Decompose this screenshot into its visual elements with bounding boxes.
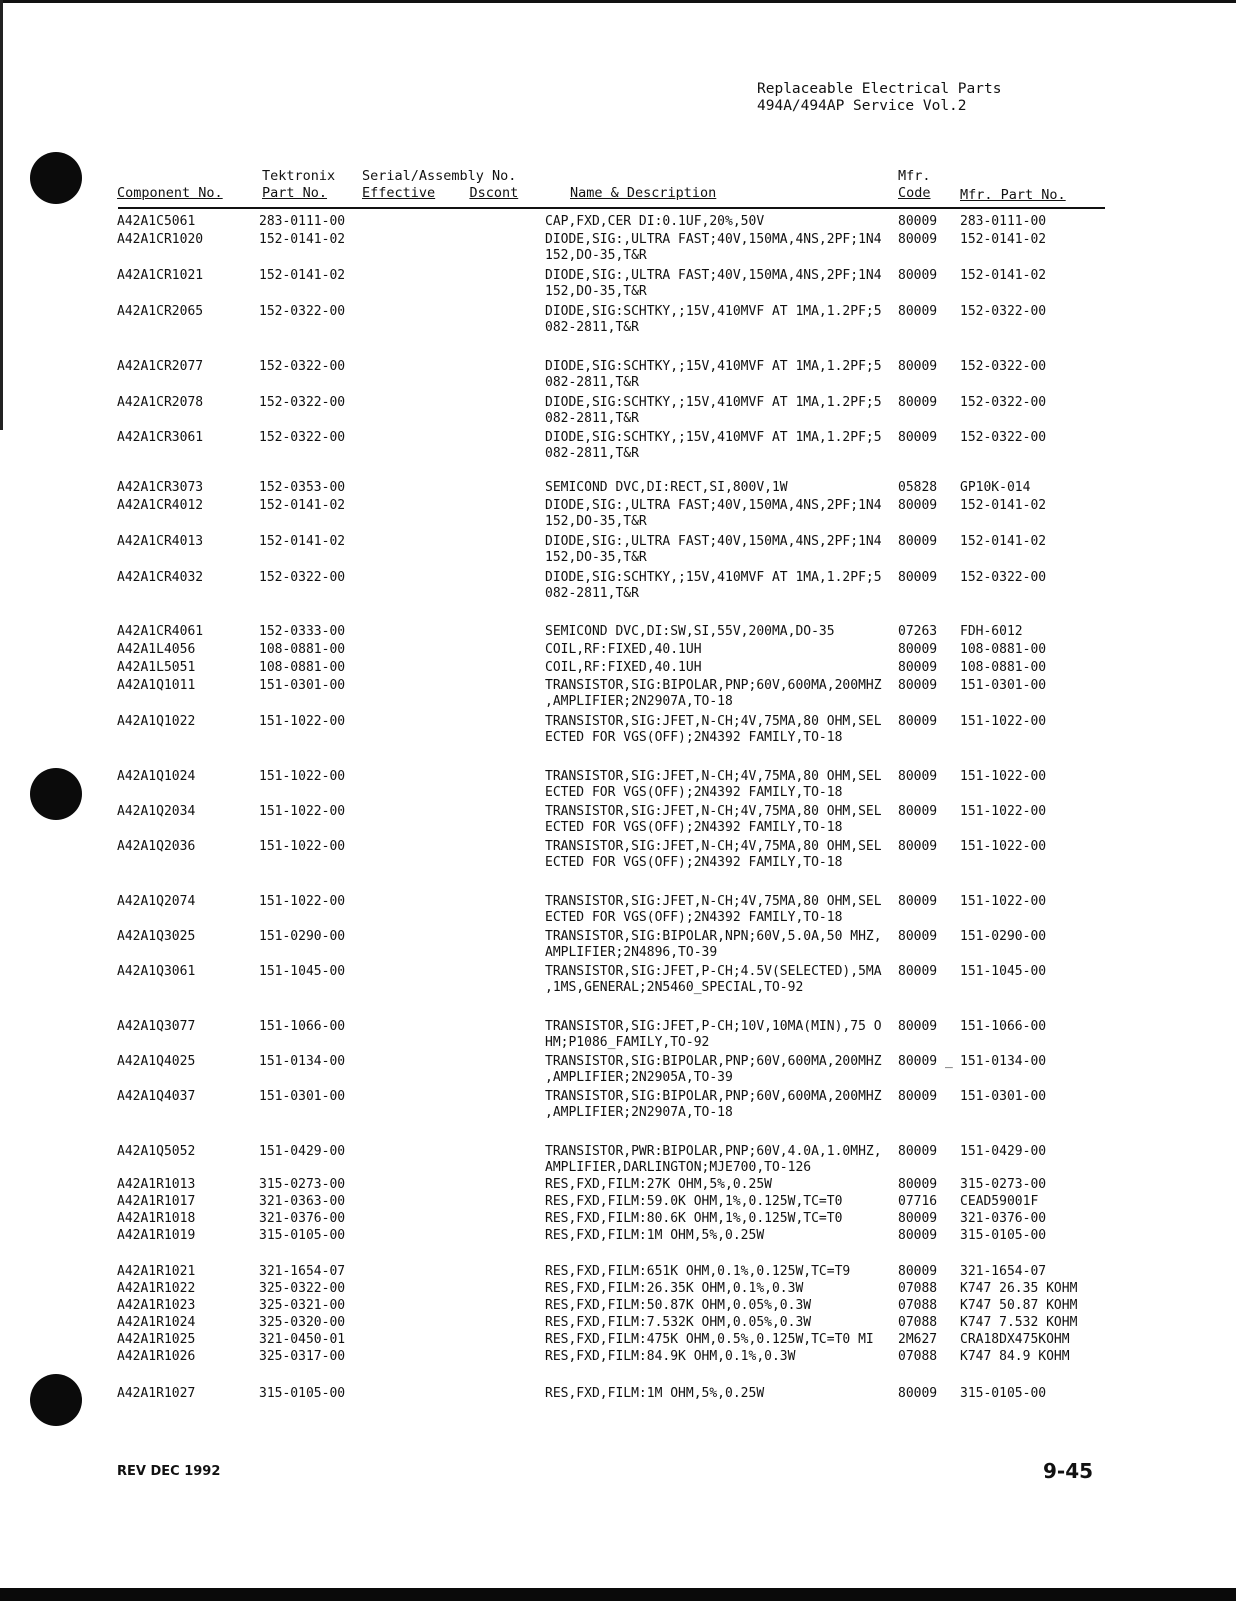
tektronix-part-number: 151-0290-00 — [259, 929, 346, 944]
mfr-code: 80009 — [898, 929, 938, 944]
tektronix-part-number: 151-1045-00 — [259, 964, 346, 979]
mfr-part-number: 151-1045-00 — [960, 964, 1047, 979]
component-number: A42A1R1019 — [117, 1228, 196, 1243]
mfr-part-number: 315-0105-00 — [960, 1228, 1047, 1243]
mfr-code: 07716 — [898, 1194, 938, 1209]
part-description: TRANSISTOR,SIG:BIPOLAR,PNP;60V,600MA,200MHZ ,AMPLIFIER;2N2907A,TO-18 — [545, 678, 882, 709]
tektronix-part-number: 152-0141-02 — [259, 498, 346, 513]
mfr-part-number: 152-0322-00 — [960, 395, 1047, 410]
mfr-code: 80009 — [898, 534, 938, 549]
mfr-code: 80009 — [898, 430, 938, 445]
mfr-code: 80009 — [898, 395, 938, 410]
part-description: TRANSISTOR,SIG:JFET,P-CH;4.5V(SELECTED),5MA ,1MS,GENERAL;2N5460_SPECIAL,TO-92 — [545, 964, 882, 995]
tektronix-part-number: 151-0301-00 — [259, 1089, 346, 1104]
mfr-part-number: 151-0301-00 — [960, 678, 1047, 693]
component-number: A42A1Q1024 — [117, 769, 196, 784]
part-description: SEMICOND DVC,DI:SW,SI,55V,200MA,DO-35 — [545, 624, 835, 639]
component-number: A42A1R1027 — [117, 1386, 196, 1401]
mfr-code: 80009 — [898, 642, 938, 657]
part-description: TRANSISTOR,SIG:BIPOLAR,NPN;60V,5.0A,50 MHZ, AMPLIFIER;2N4896,TO-39 — [545, 929, 882, 960]
mfr-part-number: 151-0290-00 — [960, 929, 1047, 944]
tektronix-part-number: 151-1022-00 — [259, 769, 346, 784]
part-description: DIODE,SIG:,ULTRA FAST;40V,150MA,4NS,2PF;1N4 152,DO-35,T&R — [545, 232, 882, 263]
tektronix-part-number: 151-1022-00 — [259, 894, 346, 909]
mfr-code: 2M627 — [898, 1332, 938, 1347]
part-description: DIODE,SIG:,ULTRA FAST;40V,150MA,4NS,2PF;1N4 152,DO-35,T&R — [545, 268, 882, 299]
mfr-part-number: K747 26.35 KOHM — [960, 1281, 1078, 1296]
component-number: A42A1CR2078 — [117, 395, 204, 410]
mfr-code: 05828 — [898, 480, 938, 495]
part-description: RES,FXD,FILM:80.6K OHM,1%,0.125W,TC=T0 — [545, 1211, 843, 1226]
col-tektronix: Tektronix Part No. — [262, 168, 336, 201]
tektronix-part-number: 152-0322-00 — [259, 570, 346, 585]
mfr-code: 80009 — [898, 1089, 938, 1104]
binder-hole — [30, 768, 82, 820]
component-number: A42A1L4056 — [117, 642, 196, 657]
page-number: 9-45 — [1043, 1459, 1094, 1483]
component-number: A42A1Q2034 — [117, 804, 196, 819]
tektronix-part-number: 151-1022-00 — [259, 804, 346, 819]
mfr-part-number: 321-0376-00 — [960, 1211, 1047, 1226]
col-component: Component No. — [117, 185, 223, 201]
tektronix-part-number: 315-0273-00 — [259, 1177, 346, 1192]
mfr-code: 80009 — [898, 769, 938, 784]
mfr-part-number: 151-1022-00 — [960, 839, 1047, 854]
mfr-part-number: 315-0273-00 — [960, 1177, 1047, 1192]
tektronix-part-number: 315-0105-00 — [259, 1386, 346, 1401]
tektronix-part-number: 152-0322-00 — [259, 430, 346, 445]
component-number: A42A1R1025 — [117, 1332, 196, 1347]
tektronix-part-number: 325-0320-00 — [259, 1315, 346, 1330]
mfr-code: 07088 — [898, 1298, 938, 1313]
mfr-code: 80009 _ — [898, 1054, 953, 1069]
top-edge-rule — [0, 0, 1236, 3]
tektronix-part-number: 321-0363-00 — [259, 1194, 346, 1209]
tektronix-part-number: 151-0429-00 — [259, 1144, 346, 1159]
page-header — [757, 81, 1001, 115]
component-number: A42A1R1022 — [117, 1281, 196, 1296]
component-number: A42A1Q3025 — [117, 929, 196, 944]
tektronix-part-number: 321-0450-01 — [259, 1332, 346, 1347]
part-description: COIL,RF:FIXED,40.1UH — [545, 642, 702, 657]
mfr-code: 80009 — [898, 1019, 938, 1034]
header-subtitle: 494A/494AP Service Vol.2 — [757, 98, 967, 114]
mfr-part-number: 151-1022-00 — [960, 769, 1047, 784]
tektronix-part-number: 325-0322-00 — [259, 1281, 346, 1296]
mfr-code: 07088 — [898, 1281, 938, 1296]
mfr-part-number: 152-0322-00 — [960, 304, 1047, 319]
mfr-part-number: 152-0141-02 — [960, 268, 1047, 283]
mfr-code: 80009 — [898, 359, 938, 374]
mfr-code: 80009 — [898, 894, 938, 909]
header-rule — [118, 207, 1105, 209]
mfr-code: 80009 — [898, 1386, 938, 1401]
mfr-part-number: CEAD59001F — [960, 1194, 1039, 1209]
tektronix-part-number: 321-1654-07 — [259, 1264, 346, 1279]
mfr-part-number: 151-0429-00 — [960, 1144, 1047, 1159]
component-number: A42A1CR4012 — [117, 498, 204, 513]
component-number: A42A1Q1022 — [117, 714, 196, 729]
mfr-part-number: 151-0301-00 — [960, 1089, 1047, 1104]
mfr-part-number: 151-1066-00 — [960, 1019, 1047, 1034]
mfr-part-number: 283-0111-00 — [960, 214, 1047, 229]
mfr-part-number: FDH-6012 — [960, 624, 1023, 639]
tektronix-part-number: 321-0376-00 — [259, 1211, 346, 1226]
mfr-part-number: K747 84.9 KOHM — [960, 1349, 1070, 1364]
component-number: A42A1CR2077 — [117, 359, 204, 374]
mfr-code: 80009 — [898, 268, 938, 283]
mfr-code: 07088 — [898, 1315, 938, 1330]
part-description: DIODE,SIG:SCHTKY,;15V,410MVF AT 1MA,1.2PF;5 082-2811,T&R — [545, 430, 882, 461]
mfr-part-number: 152-0141-02 — [960, 498, 1047, 513]
tektronix-part-number: 151-1066-00 — [259, 1019, 346, 1034]
tektronix-part-number: 108-0881-00 — [259, 660, 346, 675]
part-description: TRANSISTOR,SIG:JFET,P-CH;10V,10MA(MIN),75 O HM;P1086_FAMILY,TO-92 — [545, 1019, 882, 1050]
tektronix-part-number: 152-0322-00 — [259, 395, 346, 410]
component-number: A42A1CR2065 — [117, 304, 204, 319]
part-description: TRANSISTOR,SIG:JFET,N-CH;4V,75MA,80 OHM,SEL ECTED FOR VGS(OFF);2N4392 FAMILY,TO-18 — [545, 714, 882, 745]
mfr-code: 80009 — [898, 1177, 938, 1192]
mfr-code: 80009 — [898, 1144, 938, 1159]
component-number: A42A1Q1011 — [117, 678, 196, 693]
mfr-part-number: K747 7.532 KOHM — [960, 1315, 1078, 1330]
part-description: RES,FXD,FILM:59.0K OHM,1%,0.125W,TC=T0 — [545, 1194, 843, 1209]
component-number: A42A1Q2036 — [117, 839, 196, 854]
mfr-code: 80009 — [898, 232, 938, 247]
component-number: A42A1R1026 — [117, 1349, 196, 1364]
component-number: A42A1C5061 — [117, 214, 196, 229]
col-serial: Serial/Assembly No. Effective Dscont — [362, 168, 519, 201]
component-number: A42A1CR4061 — [117, 624, 204, 639]
mfr-part-number: 151-1022-00 — [960, 804, 1047, 819]
tektronix-part-number: 151-0134-00 — [259, 1054, 346, 1069]
component-number: A42A1L5051 — [117, 660, 196, 675]
part-description: CAP,FXD,CER DI:0.1UF,20%,50V — [545, 214, 765, 229]
mfr-part-number: 151-0134-00 — [960, 1054, 1047, 1069]
mfr-part-number: 152-0141-02 — [960, 232, 1047, 247]
col-mfr-part: Mfr. Part No. — [960, 187, 1066, 203]
mfr-code: 80009 — [898, 570, 938, 585]
tektronix-part-number: 152-0333-00 — [259, 624, 346, 639]
mfr-part-number: 108-0881-00 — [960, 642, 1047, 657]
part-description: RES,FXD,FILM:84.9K OHM,0.1%,0.3W — [545, 1349, 796, 1364]
tektronix-part-number: 152-0141-02 — [259, 232, 346, 247]
mfr-code: 80009 — [898, 304, 938, 319]
component-number: A42A1Q5052 — [117, 1144, 196, 1159]
part-description: TRANSISTOR,SIG:JFET,N-CH;4V,75MA,80 OHM,SEL ECTED FOR VGS(OFF);2N4392 FAMILY,TO-18 — [545, 804, 882, 835]
mfr-code: 80009 — [898, 1211, 938, 1226]
mfr-code: 80009 — [898, 714, 938, 729]
binder-hole — [30, 1374, 82, 1426]
part-description: TRANSISTOR,SIG:JFET,N-CH;4V,75MA,80 OHM,SEL ECTED FOR VGS(OFF);2N4392 FAMILY,TO-18 — [545, 894, 882, 925]
tektronix-part-number: 283-0111-00 — [259, 214, 346, 229]
mfr-part-number: GP10K-014 — [960, 480, 1031, 495]
part-description: TRANSISTOR,PWR:BIPOLAR,PNP;60V,4.0A,1.0MHZ, AMPLIFIER,DARLINGTON;MJE700,TO-126 — [545, 1144, 882, 1175]
tektronix-part-number: 152-0322-00 — [259, 304, 346, 319]
mfr-part-number: 152-0322-00 — [960, 359, 1047, 374]
col-mfr-code: Mfr. Code — [898, 168, 931, 201]
tektronix-part-number: 315-0105-00 — [259, 1228, 346, 1243]
component-number: A42A1CR4032 — [117, 570, 204, 585]
component-number: A42A1R1021 — [117, 1264, 196, 1279]
mfr-part-number: K747 50.87 KOHM — [960, 1298, 1078, 1313]
tektronix-part-number: 152-0141-02 — [259, 268, 346, 283]
part-description: DIODE,SIG:,ULTRA FAST;40V,150MA,4NS,2PF;1N4 152,DO-35,T&R — [545, 498, 882, 529]
mfr-code: 80009 — [898, 498, 938, 513]
part-description: RES,FXD,FILM:50.87K OHM,0.05%,0.3W — [545, 1298, 812, 1313]
mfr-part-number: 321-1654-07 — [960, 1264, 1047, 1279]
mfr-part-number: 315-0105-00 — [960, 1386, 1047, 1401]
col-name-description: Name & Description — [570, 185, 717, 201]
mfr-code: 80009 — [898, 1228, 938, 1243]
part-description: TRANSISTOR,SIG:JFET,N-CH;4V,75MA,80 OHM,SEL ECTED FOR VGS(OFF);2N4392 FAMILY,TO-18 — [545, 839, 882, 870]
part-description: SEMICOND DVC,DI:RECT,SI,800V,1W — [545, 480, 788, 495]
part-description: TRANSISTOR,SIG:BIPOLAR,PNP;60V,600MA,200MHZ ,AMPLIFIER;2N2907A,TO-18 — [545, 1089, 882, 1120]
part-description: RES,FXD,FILM:475K OHM,0.5%,0.125W,TC=T0 MI — [545, 1332, 874, 1347]
mfr-code: 80009 — [898, 660, 938, 675]
component-number: A42A1Q2074 — [117, 894, 196, 909]
mfr-part-number: 152-0141-02 — [960, 534, 1047, 549]
part-description: DIODE,SIG:,ULTRA FAST;40V,150MA,4NS,2PF;1N4 152,DO-35,T&R — [545, 534, 882, 565]
tektronix-part-number: 152-0141-02 — [259, 534, 346, 549]
part-description: DIODE,SIG:SCHTKY,;15V,410MVF AT 1MA,1.2PF;5 082-2811,T&R — [545, 395, 882, 426]
component-number: A42A1Q3077 — [117, 1019, 196, 1034]
part-description: TRANSISTOR,SIG:BIPOLAR,PNP;60V,600MA,200MHZ ,AMPLIFIER;2N2905A,TO-39 — [545, 1054, 882, 1085]
part-description: RES,FXD,FILM:1M OHM,5%,0.25W — [545, 1386, 765, 1401]
mfr-part-number: 152-0322-00 — [960, 570, 1047, 585]
tektronix-part-number: 108-0881-00 — [259, 642, 346, 657]
tektronix-part-number: 151-1022-00 — [259, 714, 346, 729]
mfr-code: 80009 — [898, 678, 938, 693]
mfr-part-number: CRA18DX475KOHM — [960, 1332, 1070, 1347]
mfr-code: 80009 — [898, 1264, 938, 1279]
left-edge-rule — [0, 0, 3, 430]
component-number: A42A1R1017 — [117, 1194, 196, 1209]
tektronix-part-number: 151-1022-00 — [259, 839, 346, 854]
mfr-code: 80009 — [898, 214, 938, 229]
part-description: DIODE,SIG:SCHTKY,;15V,410MVF AT 1MA,1.2PF;5 082-2811,T&R — [545, 570, 882, 601]
component-number: A42A1CR4013 — [117, 534, 204, 549]
tektronix-part-number: 151-0301-00 — [259, 678, 346, 693]
part-description: RES,FXD,FILM:7.532K OHM,0.05%,0.3W — [545, 1315, 812, 1330]
part-description: DIODE,SIG:SCHTKY,;15V,410MVF AT 1MA,1.2PF;5 082-2811,T&R — [545, 304, 882, 335]
component-number: A42A1CR3073 — [117, 480, 204, 495]
header-title: Replaceable Electrical Parts — [757, 81, 1002, 97]
bottom-edge-bar — [0, 1588, 1236, 1601]
component-number: A42A1Q4037 — [117, 1089, 196, 1104]
mfr-code: 07263 — [898, 624, 938, 639]
revision-date: REV DEC 1992 — [117, 1464, 221, 1479]
mfr-part-number: 151-1022-00 — [960, 894, 1047, 909]
part-description: RES,FXD,FILM:1M OHM,5%,0.25W — [545, 1228, 765, 1243]
component-number: A42A1R1024 — [117, 1315, 196, 1330]
mfr-part-number: 151-1022-00 — [960, 714, 1047, 729]
mfr-code: 80009 — [898, 804, 938, 819]
component-number: A42A1R1013 — [117, 1177, 196, 1192]
binder-hole — [30, 152, 82, 204]
component-number: A42A1Q3061 — [117, 964, 196, 979]
part-description: RES,FXD,FILM:26.35K OHM,0.1%,0.3W — [545, 1281, 804, 1296]
component-number: A42A1Q4025 — [117, 1054, 196, 1069]
tektronix-part-number: 152-0322-00 — [259, 359, 346, 374]
part-description: RES,FXD,FILM:651K OHM,0.1%,0.125W,TC=T9 — [545, 1264, 851, 1279]
mfr-code: 80009 — [898, 839, 938, 854]
component-number: A42A1CR1020 — [117, 232, 204, 247]
tektronix-part-number: 325-0321-00 — [259, 1298, 346, 1313]
component-number: A42A1CR3061 — [117, 430, 204, 445]
part-description: TRANSISTOR,SIG:JFET,N-CH;4V,75MA,80 OHM,SEL ECTED FOR VGS(OFF);2N4392 FAMILY,TO-18 — [545, 769, 882, 800]
mfr-part-number: 152-0322-00 — [960, 430, 1047, 445]
mfr-code: 80009 — [898, 964, 938, 979]
tektronix-part-number: 325-0317-00 — [259, 1349, 346, 1364]
part-description: COIL,RF:FIXED,40.1UH — [545, 660, 702, 675]
component-number: A42A1R1018 — [117, 1211, 196, 1226]
part-description: RES,FXD,FILM:27K OHM,5%,0.25W — [545, 1177, 772, 1192]
component-number: A42A1CR1021 — [117, 268, 204, 283]
part-description: DIODE,SIG:SCHTKY,;15V,410MVF AT 1MA,1.2PF;5 082-2811,T&R — [545, 359, 882, 390]
component-number: A42A1R1023 — [117, 1298, 196, 1313]
tektronix-part-number: 152-0353-00 — [259, 480, 346, 495]
mfr-part-number: 108-0881-00 — [960, 660, 1047, 675]
mfr-code: 07088 — [898, 1349, 938, 1364]
